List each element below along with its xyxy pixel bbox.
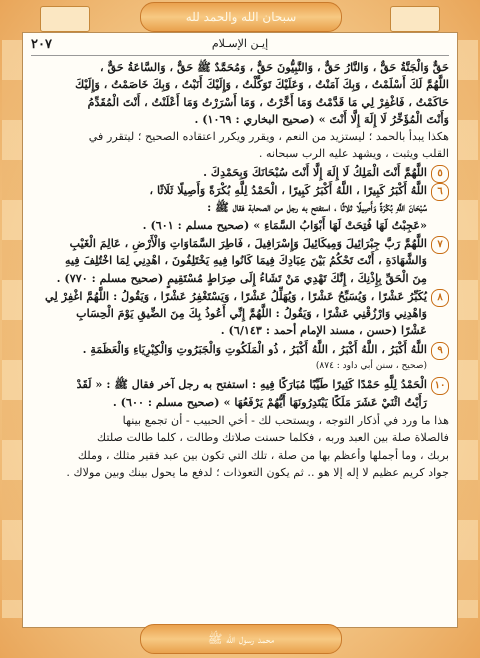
text-line: اللَّهُمَّ لَكَ أَسْلَمْتُ ، وَبِكَ آمَنْتُ ، وَعَلَيْكَ تَوَكَّلْتُ ، وَإِلَيْكَ أَنَبْتُ ، وَبِكَ خَاصَمْتُ ، وَإِلَيْكَ bbox=[75, 77, 449, 92]
quran-book-icon bbox=[40, 6, 90, 32]
running-title: إيـن الإسـلام bbox=[211, 37, 269, 50]
item-number: ٨ bbox=[431, 289, 449, 307]
text-line: هكذا يبدأ بالحمد ؛ ليستزيد من النعم ، ويقرر ويكرر اعتقاده الصحيح ؛ ليتقرر في bbox=[88, 130, 449, 144]
text-line: اللَّهُ أَكْبَرُ ، اللَّهُ أَكْبَرُ ، اللَّهُ أَكْبَرُ ، ذُو الْمَلَكُوتِ وَالْجَبَرُوتِ وَالْكِبْرِيَاءِ وَالْعَظَمَةِ . bbox=[82, 341, 427, 356]
bottom-calligraphy-banner: محمد رسول الله ﷺ bbox=[140, 624, 342, 654]
source-citation: (صحيح ، سنن أبي داود : ٨٧٤) bbox=[315, 361, 427, 372]
top-calligraphy-banner: سبحان الله والحمد لله bbox=[140, 2, 342, 32]
item-number: ٩ bbox=[431, 342, 449, 360]
text-line: القلب ويثبت ، ويشهد عليه الرب سبحانه . bbox=[258, 147, 449, 161]
text-line: «عَجِبْتُ لَهَا فُتِحَتْ لَهَا أَبْوَابُ السَّمَاءِ » (صحيح مسلم : ٦٠١) . bbox=[142, 217, 427, 232]
text-line: يُكَبِّرُ عَشْرًا ، وَيُسَبِّحُ عَشْرًا ، وَيُهَلِّلُ عَشْرًا ، وَيَسْتَغْفِرُ عَشْرًا ، وَيَقُولُ : اللَّهُمَّ اغْفِرْ لِي bbox=[45, 288, 427, 303]
text-line: اللَّهُمَّ رَبَّ جِبْرَائِيلَ وَمِيكَائِيلَ وَإِسْرَافِيلَ ، فَاطِرَ السَّمَاوَاتِ وَالْأَرْضِ ، عَالِمَ الْغَيْبِ bbox=[69, 235, 427, 250]
text-line: رَأَيْتُ اثْنَيْ عَشَرَ مَلَكًا يَبْتَدِرُونَهَا أَيُّهُمْ يَرْفَعُهَا » (صحيح مسلم : ٦٠٠) . bbox=[112, 394, 427, 409]
dhikr-item bbox=[31, 376, 449, 411]
text-line: الْحَمْدُ لِلَّهِ حَمْدًا كَثِيرًا طَيِّبًا مُبَارَكًا فِيهِ : استفتح به رجل آخر فقال ﷺ : « لَقَدْ bbox=[76, 377, 427, 392]
dhikr-item bbox=[31, 288, 449, 340]
text-line: عَشْرًا (حسن ، مسند الإمام أحمد : ٦/١٤٣) . bbox=[220, 323, 427, 338]
text-line: جواد كريم عظيم لا إله إلا هو .. ثم يكون التعوذات ؛ لدفع ما يحول بينك وبين مولاك . bbox=[66, 465, 449, 479]
decorative-strip-right bbox=[458, 40, 478, 618]
item-number: ١٠ bbox=[431, 377, 449, 395]
item-number: ٦ bbox=[431, 183, 449, 201]
book-page bbox=[22, 32, 458, 628]
text-line: وَاهْدِنِي وَارْزُقْنِي عَشْرًا ، وَيَقُولُ : اللَّهُمَّ إِنِّي أَعُوذُ بِكَ مِنَ الضِّيقِ يَوْمَ الْحِسَابِ bbox=[76, 306, 427, 321]
text-line: مِنَ الْحَقِّ بِإِذْنِكَ ، إِنَّكَ تَهْدِي مَنْ تَشَاءُ إِلَى صِرَاطٍ مُسْتَقِيمٍ (صحيح مسلم : ٧٧٠) . bbox=[56, 270, 427, 285]
text-line: وَأَنْتَ الْمُؤَخِّرُ لَا إِلَهَ إِلَّا أَنْتَ » (صحيح البخاري : ١٠٦٩) . bbox=[194, 111, 449, 126]
decorative-strip-left bbox=[2, 40, 22, 618]
text-line: فالصلاة صلة بين العبد وربه ، فكلما حسنت صلاتك وطالت ، كلما طالت صلتك bbox=[97, 431, 449, 445]
dhikr-item bbox=[31, 164, 449, 181]
text-line: اللَّهُ أَكْبَرُ كَبِيرًا ، اللَّهُ أَكْبَرُ كَبِيرًا ، الْحَمْدُ لِلَّهِ بُكْرَةً وَأَصِيلًا ثَلَاثًا ، bbox=[149, 183, 427, 198]
text-line: اللَّهُمَّ أَنْتَ الْمَلِكُ لَا إِلَهَ إِلَّا أَنْتَ سُبْحَانَكَ وَبِحَمْدِكَ . bbox=[203, 164, 427, 179]
text-line: وَالشَّهَادَةِ ، أَنْتَ تَحْكُمُ بَيْنَ عِبَادِكَ فِيمَا كَانُوا فِيهِ يَخْتَلِفُونَ ، اهْدِنِي لِمَا اخْتُلِفَ فِيهِ bbox=[64, 253, 427, 268]
text-line: حَاكَمْتُ ، فَاغْفِرْ لِي مَا قَدَّمْتُ وَمَا أَخَّرْتُ ، وَمَا أَسْرَرْتُ وَمَا أَعْلَنْتُ ، أَنْتَ الْمُقَدِّمُ bbox=[87, 94, 449, 109]
quran-book-icon bbox=[390, 6, 440, 32]
item-number: ٥ bbox=[431, 165, 449, 183]
dhikr-item bbox=[31, 341, 449, 376]
text-line: سُبْحَانَ اللَّهِ بُكْرَةً وَأَصِيلًا ثلاثًا ، استفتح به رجل من الصحابة فقال ﷺ : bbox=[207, 200, 427, 215]
text-line: هذا ما ورد في أذكار التوجه ، ويستحب لك - أخي الحبيب - أن تجمع بينها bbox=[122, 413, 449, 427]
item-number: ٧ bbox=[431, 236, 449, 254]
text-line: حَقٌّ وَالْجَنَّةُ حَقٌّ ، وَالنَّارُ حَقٌّ ، وَالنَّبِيُّونَ حَقٌّ ، وَمُحَمَّدٌ ﷺ حَقٌّ ، وَالسَّاعَةُ حَقٌّ ، bbox=[100, 60, 449, 74]
dhikr-item bbox=[31, 182, 449, 234]
dhikr-item bbox=[31, 235, 449, 287]
text-line: بربك ، وما أجملها وأعظم بها من صلة ، تلك التي تكون بين عبد فقير مثلك ، وملك bbox=[77, 448, 449, 462]
page-number: ٢٠٧ bbox=[31, 37, 52, 52]
page-header bbox=[31, 37, 449, 56]
